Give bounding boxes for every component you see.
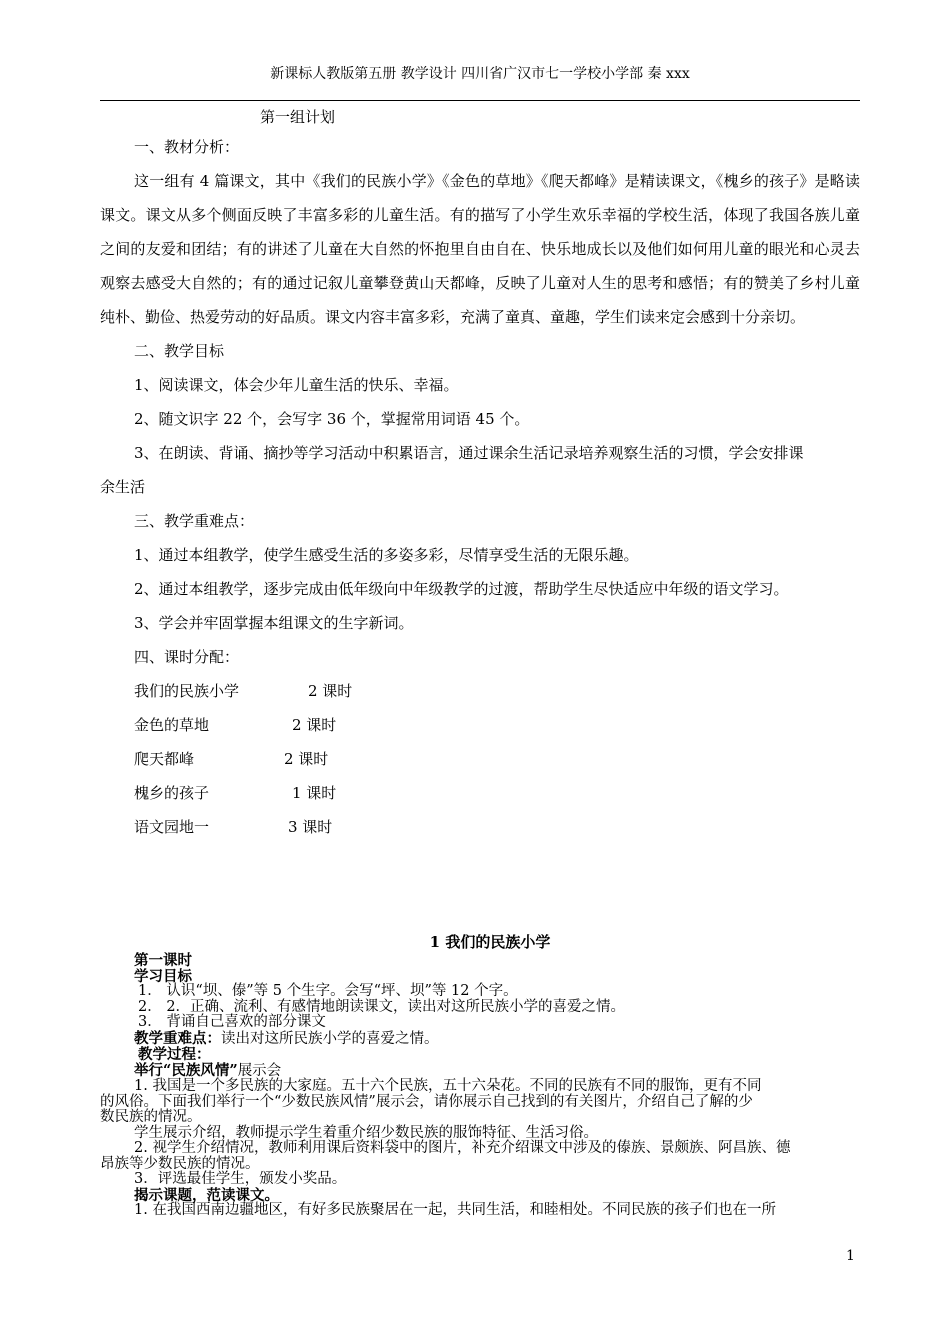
activity-heading: [100, 1063, 860, 1080]
page-header: 新课标人教版第五册 教学设计 四川省广汉市七一学校小学部 秦 xxx: [270, 66, 690, 82]
process-heading: 教学过程：: [138, 1046, 211, 1063]
allocation-hours: 1 课时: [292, 784, 337, 802]
lesson-goals-heading: 学习目标: [134, 967, 192, 985]
allocation-lesson: 槐乡的孩子: [134, 784, 210, 802]
keypoint-label: 教学重难点：: [134, 1029, 221, 1047]
goal-item: 1、阅读课文，体会少年儿童生活的快乐、幸福。: [134, 376, 459, 394]
allocation-lesson: 爬天都峰: [134, 750, 195, 768]
activity-heading-2: 揭示课题，范读课文。: [134, 1186, 279, 1204]
lesson-period: 第一课时: [134, 952, 192, 969]
page-number: 1: [846, 1248, 855, 1264]
lesson-goal: 2． 2．正确、流利、有感情地朗读课文，读出对这所民族小学的喜爱之情。: [138, 998, 626, 1015]
allocation-hours: 2 课时: [308, 682, 353, 700]
activity-text: 2. 视学生介绍情况，教师利用课后资料袋中的图片，补充介绍课文中涉及的傣族、景颇族、阿昌族、德: [134, 1140, 791, 1156]
allocation-hours: 3 课时: [288, 818, 333, 836]
goal-item: 2、随文识字 22 个，会写字 36 个，掌握常用词语 45 个。: [134, 410, 530, 428]
activity-text: 1. 在我国西南边疆地区，有好多民族聚居在一起，共同生活，和睦相处。不同民族的孩子们也在一所: [134, 1202, 776, 1218]
allocation-row: [100, 776, 860, 810]
allocation-hours: 2 课时: [292, 716, 337, 734]
keypoint-text: 读出对这所民族小学的喜爱之情。: [221, 1030, 439, 1047]
allocation-row: [100, 674, 860, 708]
activity-text: 1. 我国是一个多民族的大家庭。五十六个民族，五十六朵花。不同的民族有不同的服饰，更有不同: [134, 1078, 762, 1094]
allocation-lesson: 语文园地一: [134, 818, 210, 836]
allocation-row: [100, 742, 860, 776]
activity-title-rest: 展示会: [237, 1062, 282, 1079]
keypoint-item: 1、通过本组教学，使学生感受生活的多姿多彩，尽情享受生活的无限乐趣。: [134, 546, 639, 564]
group-plan: [100, 104, 860, 844]
analysis-paragraph: 这一组有 4 篇课文，其中《我们的民族小学》《金色的草地》《爬天都峰》是精读课文，《槐乡的孩子》是略读课文。课文从多个侧面反映了丰富多彩的儿童生活。有的描写了小学生欢乐幸福的学校生活，体现了我国各族儿童之间的友爱和团结；有的讲述了儿童在大自然的怀抱里自由自在、快乐地成长以及他们如何用儿童的眼光和心灵去观察去感受大自然的；有的通过记叙儿童攀登黄山天都峰，反映了儿童对人生的思考和感悟；有的赞美了乡村儿童纯朴、勤俭、热爱劳动的好品质。课文内容丰富多彩，充满了童真、童趣，学生们读来定会感到十分亲切。: [100, 172, 860, 326]
activity-text: 昂族等少数民族的情况。: [100, 1155, 260, 1172]
header-rule: [100, 100, 860, 101]
keypoint-item: 2、通过本组教学，逐步完成由低年级向中年级教学的过渡，帮助学生尽快适应中年级的语文学习。: [134, 580, 789, 598]
goal-item: 3、在朗读、背诵、摘抄等学习活动中积累语言，通过课余生活记录培养观察生活的习惯，学会安排课: [134, 444, 804, 462]
activity-text: 的风俗。下面我们举行一个“少数民族风情”展示会，请你展示自己找到的有关图片，介绍自己了解的少: [100, 1093, 753, 1110]
goal-item-continuation: 余生活: [100, 478, 146, 496]
allocation-lesson: 我们的民族小学: [134, 682, 240, 700]
section-heading-goals: 二、教学目标: [134, 342, 225, 360]
activity-title: 举行“民族风情”: [134, 1061, 238, 1079]
lesson-plan: [100, 931, 860, 1219]
section-heading-keypoints: 三、教学重难点：: [134, 512, 255, 530]
plan-title: 第一组计划: [260, 108, 336, 126]
activity-text: 数民族的情况。: [100, 1109, 202, 1125]
lesson-keypoint: [100, 1031, 860, 1048]
activity-text: 3．评选最佳学生，颁发小奖品。: [134, 1171, 347, 1187]
allocation-hours: 2 课时: [284, 750, 329, 768]
lesson-title: 1 我们的民族小学: [429, 933, 551, 951]
section-heading-analysis: 一、教材分析：: [134, 138, 240, 156]
allocation-row: [100, 708, 860, 742]
lesson-goal: 1． 认识“坝、傣”等 5 个生字。会写“坪、坝”等 12 个字。: [138, 983, 518, 999]
keypoint-item: 3、学会并牢固掌握本组课文的生字新词。: [134, 614, 414, 632]
lesson-goal: 3． 背诵自己喜欢的部分课文: [138, 1014, 326, 1030]
section-heading-allocation: 四、课时分配：: [134, 648, 240, 666]
allocation-row: [100, 810, 860, 844]
allocation-lesson: 金色的草地: [134, 716, 210, 734]
activity-text: 学生展示介绍，教师提示学生着重介绍少数民族的服饰特征、生活习俗。: [134, 1124, 598, 1141]
